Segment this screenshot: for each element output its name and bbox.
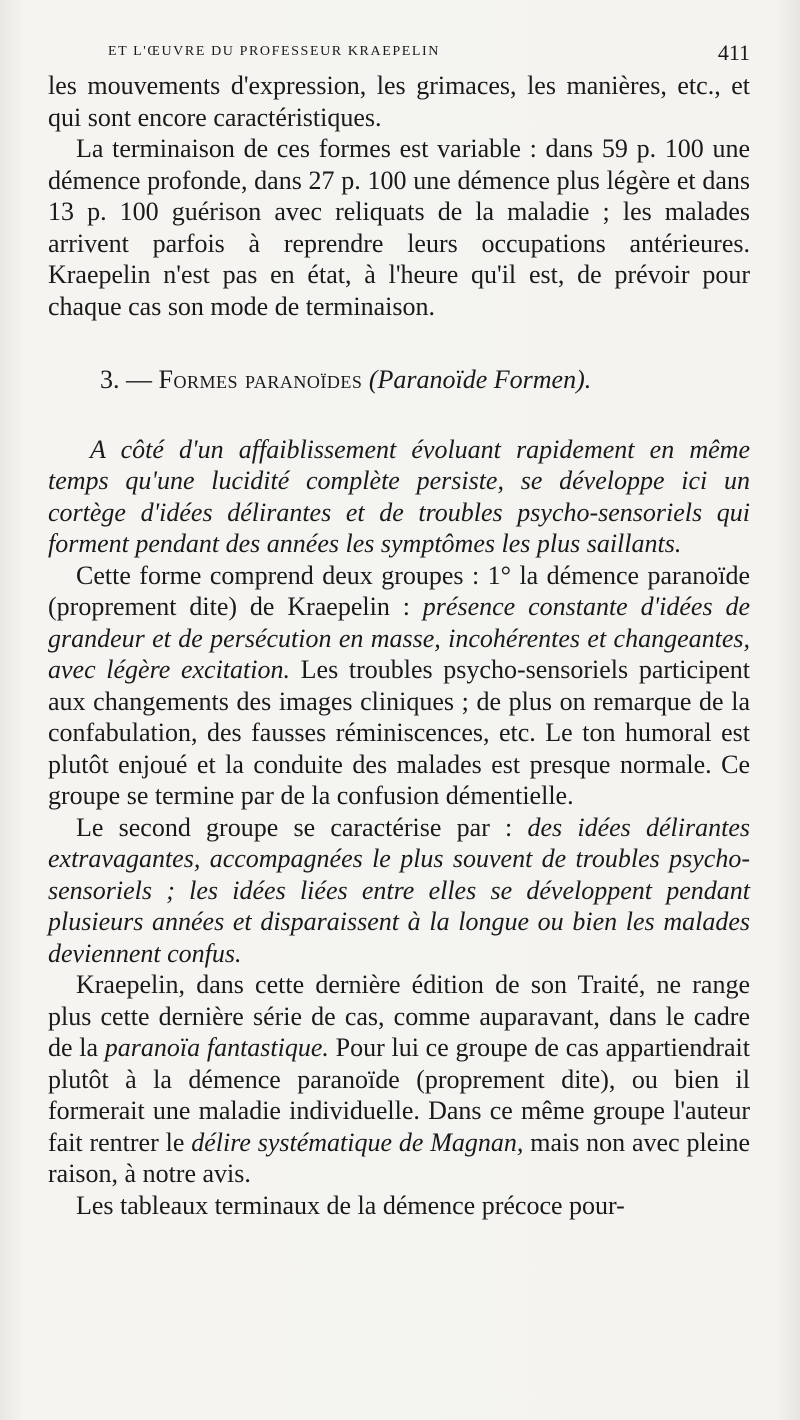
paragraph-4-italic: des idées délirantes extravagantes, accompagnées le plus souvent de troubles psycho-sensoriels ; les idées liées entre elles se développent pendant plusieurs années et disparaissent à la longue ou bien les malades deviennent confus. [48,812,750,968]
section-german-title: (Paranoïde Formen). [368,365,592,394]
paragraph-1: les mouvements d'expression, les grimaces, les manières, etc., et qui sont encore caractéristiques. [48,71,750,132]
page-body [48,70,750,1221]
paragraph-3-text-c: Les troubles psycho-sensoriels participent aux changements des images cliniques ; de plus on remarque de la confabulation, des fausses réminiscences, etc. Le ton humoral est plutôt enjoué et la conduite des malades est presque normale. Ce groupe se termine par de la confusion démentielle. [48,655,750,810]
page-number: 411 [717,40,750,65]
section-number: 3. — [100,365,152,394]
paragraph-2: La terminaison de ces formes est variable : dans 59 p. 100 une démence profonde, dans 27 p. 100 une démence plus légère et dans 13 p. 100 guérison avec reliquats de la maladie ; les malades arrivent parfois à reprendre leurs occupations antérieures. Kraepelin n'est pas en état, à l'heure qu'il est, de prévoir pour chaque cas son mode de terminaison. [48,134,750,321]
section-summary: A côté d'un affaiblissement évoluant rapidement en même temps qu'une lucidité complète persiste, se développe ici un cortège d'idées délirantes et de troubles psycho-sensoriels qui forment pendant des années les symptômes les plus saillants. [48,434,750,558]
paragraph-3-italic: présence constante d'idées de grandeur et de persécution en masse, incohérentes et changeantes, avec légère excitation. [48,592,750,684]
paragraph-4-text-a: Le second groupe se caractérise par : [76,812,528,842]
running-head [48,30,750,70]
paragraph-5-italic-b: paranoïa fantastique. [104,1033,329,1062]
paragraph-5-text-a: Kraepelin, dans cette dernière édition de son Traité, ne range plus cette dernière série de cas, comme auparavant, dans le cadre de la [48,970,750,1062]
section-title: Formes paranoïdes [158,365,363,394]
section-heading [48,364,750,396]
paragraph-5-italic-d: délire systématique de Magnan, [191,1127,524,1157]
paragraph-5-text-e: mais non avec pleine raison, à notre avis. [48,1127,751,1188]
paragraph-3-text-a: Cette forme comprend deux groupes : 1° la démence paranoïde (proprement dite) de Kraepelin : [48,560,750,621]
paragraph-6: Les tableaux terminaux de la démence précoce pour- [76,1190,625,1220]
paragraph-4 [48,812,750,970]
paragraph-5-text-c: Pour lui ce groupe de cas appartiendrait plutôt à la démence paranoïde (proprement dite), ou bien il formerait une maladie individuelle. Dans ce même groupe l'auteur fait rentrer le [48,1033,751,1157]
paragraph-5 [48,969,750,1190]
paragraph-3 [48,560,750,812]
running-title: ET L'ŒUVRE DU PROFESSEUR KRAEPELIN [108,44,441,59]
